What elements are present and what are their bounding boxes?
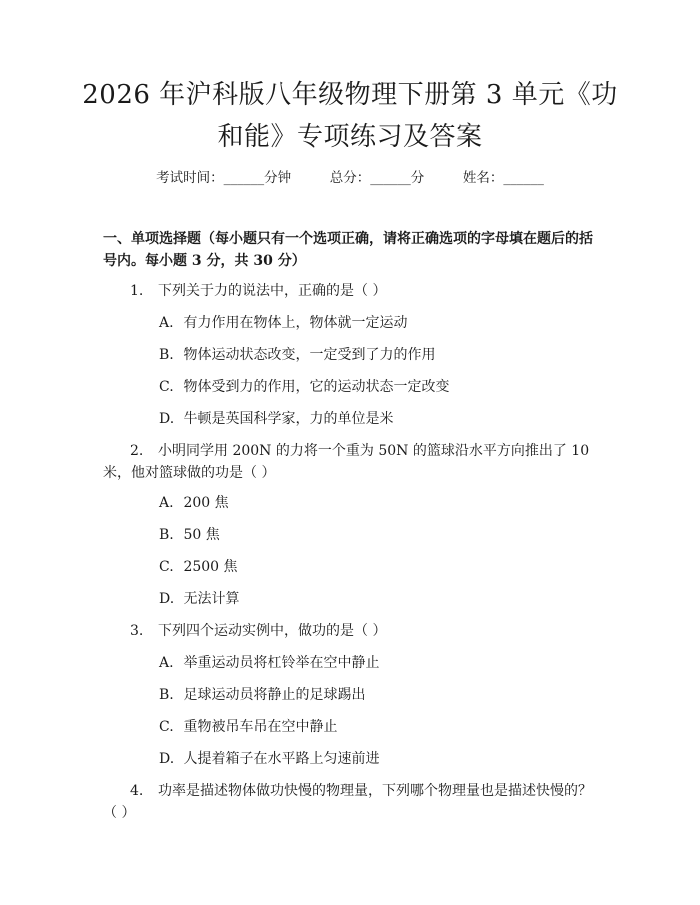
option-text: 有力作用在物体上，物体就一定运动 <box>183 315 408 331</box>
question-number: 2. <box>130 443 144 459</box>
option-letter: C. <box>159 559 174 575</box>
option-text: 牛顿是英国科学家，力的单位是米 <box>183 411 394 427</box>
option-text: 200 焦 <box>183 495 229 511</box>
question-2-option-a <box>159 492 599 514</box>
document-title: 2026 年沪科版八年级物理下册第 3 单元《功和能》专项练习及答案 <box>82 80 618 152</box>
question-3-option-b <box>159 684 599 706</box>
question-2-option-b <box>159 524 599 546</box>
option-letter: B. <box>159 347 174 363</box>
question-1 <box>103 280 603 302</box>
total-score-label: 总分：______分 <box>329 170 425 186</box>
question-number: 1. <box>130 283 144 299</box>
option-text: 重物被吊车吊在空中静止 <box>183 719 338 735</box>
option-letter: A. <box>159 495 174 511</box>
question-3-option-a <box>159 652 599 674</box>
question-text: 小明同学用 200N 的力将一个重为 50N 的篮球沿水平方向推出了 10 米，他对篮球做的功是（ ） <box>103 443 590 481</box>
question-number: 4. <box>130 783 144 799</box>
option-letter: C. <box>159 719 174 735</box>
question-3-option-d <box>159 748 599 770</box>
question-2 <box>103 440 603 484</box>
question-2-option-d <box>159 588 599 610</box>
question-1-option-a <box>159 312 599 334</box>
option-letter: B. <box>159 687 174 703</box>
option-text: 人提着箱子在水平路上匀速前进 <box>183 751 380 767</box>
option-letter: D. <box>159 751 175 767</box>
option-letter: C. <box>159 379 174 395</box>
question-3-option-c <box>159 716 599 738</box>
option-letter: B. <box>159 527 174 543</box>
exam-time-label: 考试时间：______分钟 <box>156 170 292 186</box>
option-letter: D. <box>159 591 175 607</box>
option-text: 举重运动员将杠铃举在空中静止 <box>183 655 380 671</box>
option-text: 足球运动员将静止的足球踢出 <box>183 687 366 703</box>
option-text: 无法计算 <box>183 591 240 607</box>
question-1-option-b <box>159 344 599 366</box>
option-letter: A. <box>159 315 174 331</box>
question-4 <box>103 780 603 824</box>
question-text: 下列关于力的说法中，正确的是（ ） <box>158 283 387 299</box>
question-text: 功率是描述物体做功快慢的物理量，下列哪个物理量也是描述快慢的？（ ） <box>103 783 592 821</box>
question-1-option-c <box>159 376 599 398</box>
option-text: 物体运动状态改变，一定受到了力的作用 <box>183 347 436 363</box>
question-1-option-d <box>159 408 599 430</box>
option-letter: A. <box>159 655 174 671</box>
student-name-label: 姓名：______ <box>462 170 544 186</box>
exam-meta <box>0 168 700 188</box>
option-text: 物体受到力的作用，它的运动状态一定改变 <box>183 379 450 395</box>
section-heading-single-choice: 一、单项选择题（每小题只有一个选项正确，请将正确选项的字母填在题后的括号内。每小题 3 分，共 30 分） <box>103 231 593 269</box>
question-2-option-c <box>159 556 599 578</box>
question-text: 下列四个运动实例中，做功的是（ ） <box>158 623 387 639</box>
option-letter: D. <box>159 411 175 427</box>
option-text: 2500 焦 <box>183 559 238 575</box>
question-number: 3. <box>130 623 144 639</box>
question-3 <box>103 620 603 642</box>
option-text: 50 焦 <box>183 527 220 543</box>
